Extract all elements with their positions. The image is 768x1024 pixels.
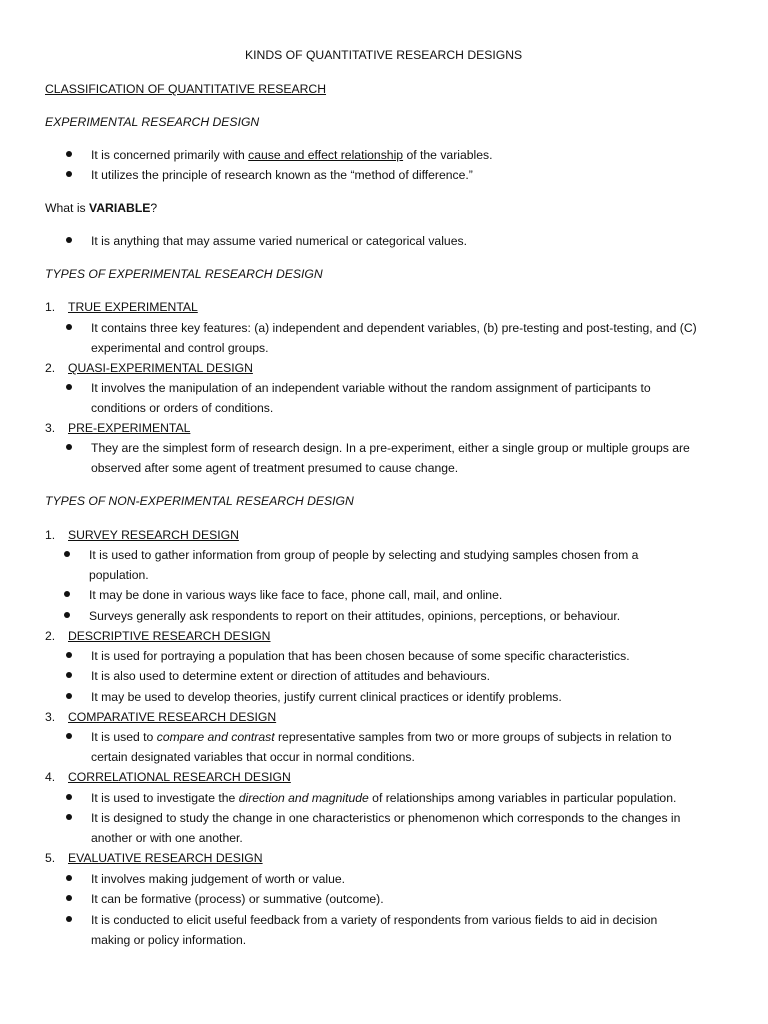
text: It is concerned primarily with — [91, 148, 249, 162]
bullet-icon — [66, 672, 72, 678]
list-item: It may be used to develop theories, justify current clinical practices or identify problems. — [91, 690, 562, 704]
list-item: They are the simplest form of research design. In a pre-experiment, either a single group or multiple groups are — [91, 441, 690, 455]
list-item: It involves making judgement of worth or value. — [91, 872, 346, 886]
list-item: It involves the manipulation of an independent variable without the random assignment of participants to — [91, 381, 651, 395]
emphasis-text: direction and magnitude — [238, 791, 369, 805]
bullet-icon — [66, 171, 72, 177]
cause-effect-term: cause and effect relationship — [248, 148, 404, 162]
document-title: KINDS OF QUANTITATIVE RESEARCH DESIGNS — [245, 48, 523, 62]
variable-term: VARIABLE — [89, 201, 151, 215]
list-item — [91, 790, 676, 806]
bullet-icon — [66, 895, 72, 901]
emphasis-text: compare and contrast — [156, 730, 275, 744]
bullet-icon — [64, 612, 70, 618]
list-item: It is used to gather information from group of people by selecting and studying samples chosen from a — [89, 548, 639, 562]
bullet-icon — [66, 237, 72, 243]
type-descriptive: DESCRIPTIVE RESEARCH DESIGN — [68, 629, 271, 643]
list-number: 5. — [45, 851, 56, 865]
classification-heading: CLASSIFICATION OF QUANTITATIVE RESEARCH — [45, 82, 327, 96]
list-item-continued: experimental and control groups. — [91, 341, 269, 355]
list-item: It is also used to determine extent or direction of attitudes and behaviours. — [91, 669, 491, 683]
bullet-icon — [66, 384, 72, 390]
list-item: It contains three key features: (a) independent and dependent variables, (b) pre-testing and post-testing, and (C) — [91, 321, 697, 335]
list-item: It may be done in various ways like face to face, phone call, mail, and online. — [89, 588, 503, 602]
type-quasi-experimental: QUASI-EXPERIMENTAL DESIGN — [68, 361, 253, 375]
text: It is used to — [91, 730, 157, 744]
text: of the variables. — [403, 148, 493, 162]
type-survey: SURVEY RESEARCH DESIGN — [68, 528, 239, 542]
list-item-continued: certain designated variables that occur in normal conditions. — [91, 750, 415, 764]
list-item-continued: another or with one another. — [91, 831, 243, 845]
type-pre-experimental: PRE-EXPERIMENTAL — [68, 421, 191, 435]
bullet-icon — [66, 794, 72, 800]
list-item: It is designed to study the change in one characteristics or phenomenon which corresponds to the changes in — [91, 811, 681, 825]
type-evaluative: EVALUATIVE RESEARCH DESIGN — [68, 851, 263, 865]
bullet-icon — [66, 324, 72, 330]
text: ? — [150, 201, 158, 215]
types-nonexperimental-heading: TYPES OF NON-EXPERIMENTAL RESEARCH DESIGN — [45, 494, 354, 508]
list-item: It is used for portraying a population that has been chosen because of some specific characteristics. — [91, 649, 630, 663]
bullet-icon — [66, 444, 72, 450]
list-item — [91, 729, 672, 745]
text: of relationships among variables in particular population. — [368, 791, 677, 805]
list-number: 3. — [45, 710, 56, 724]
variable-bullet-1: It is anything that may assume varied numerical or categorical values. — [91, 234, 467, 248]
list-item-continued: making or policy information. — [91, 933, 247, 947]
type-true-experimental: TRUE EXPERIMENTAL — [68, 300, 198, 314]
exp-bullet-2: It utilizes the principle of research known as the “method of difference.” — [91, 168, 473, 182]
list-number: 1. — [45, 528, 56, 542]
list-number: 1. — [45, 300, 56, 314]
list-item-continued: population. — [89, 568, 149, 582]
type-comparative: COMPARATIVE RESEARCH DESIGN — [68, 710, 277, 724]
bullet-icon — [66, 916, 72, 922]
list-item: Surveys generally ask respondents to report on their attitudes, opinions, perceptions, or behaviour. — [89, 609, 621, 623]
list-item: It can be formative (process) or summative (outcome). — [91, 892, 384, 906]
text: What is — [45, 201, 90, 215]
type-correlational: CORRELATIONAL RESEARCH DESIGN — [68, 770, 291, 784]
list-number: 3. — [45, 421, 56, 435]
list-number: 2. — [45, 361, 56, 375]
list-item: It is conducted to elicit useful feedback from a variety of respondents from various fields to aid in decision — [91, 913, 658, 927]
bullet-icon — [66, 814, 72, 820]
bullet-icon — [66, 151, 72, 157]
experimental-heading: EXPERIMENTAL RESEARCH DESIGN — [45, 115, 260, 129]
list-item-continued: conditions or orders of conditions. — [91, 401, 274, 415]
variable-question — [45, 200, 157, 216]
bullet-icon — [64, 591, 70, 597]
exp-bullet-1 — [91, 147, 493, 163]
text: representative samples from two or more groups of subjects in relation to — [274, 730, 672, 744]
bullet-icon — [64, 551, 70, 557]
bullet-icon — [66, 652, 72, 658]
text: It is used to investigate the — [91, 791, 239, 805]
list-item-continued: observed after some agent of treatment presumed to cause change. — [91, 461, 459, 475]
bullet-icon — [66, 733, 72, 739]
list-number: 2. — [45, 629, 56, 643]
bullet-icon — [66, 875, 72, 881]
types-experimental-heading: TYPES OF EXPERIMENTAL RESEARCH DESIGN — [45, 267, 323, 281]
list-number: 4. — [45, 770, 56, 784]
bullet-icon — [66, 693, 72, 699]
